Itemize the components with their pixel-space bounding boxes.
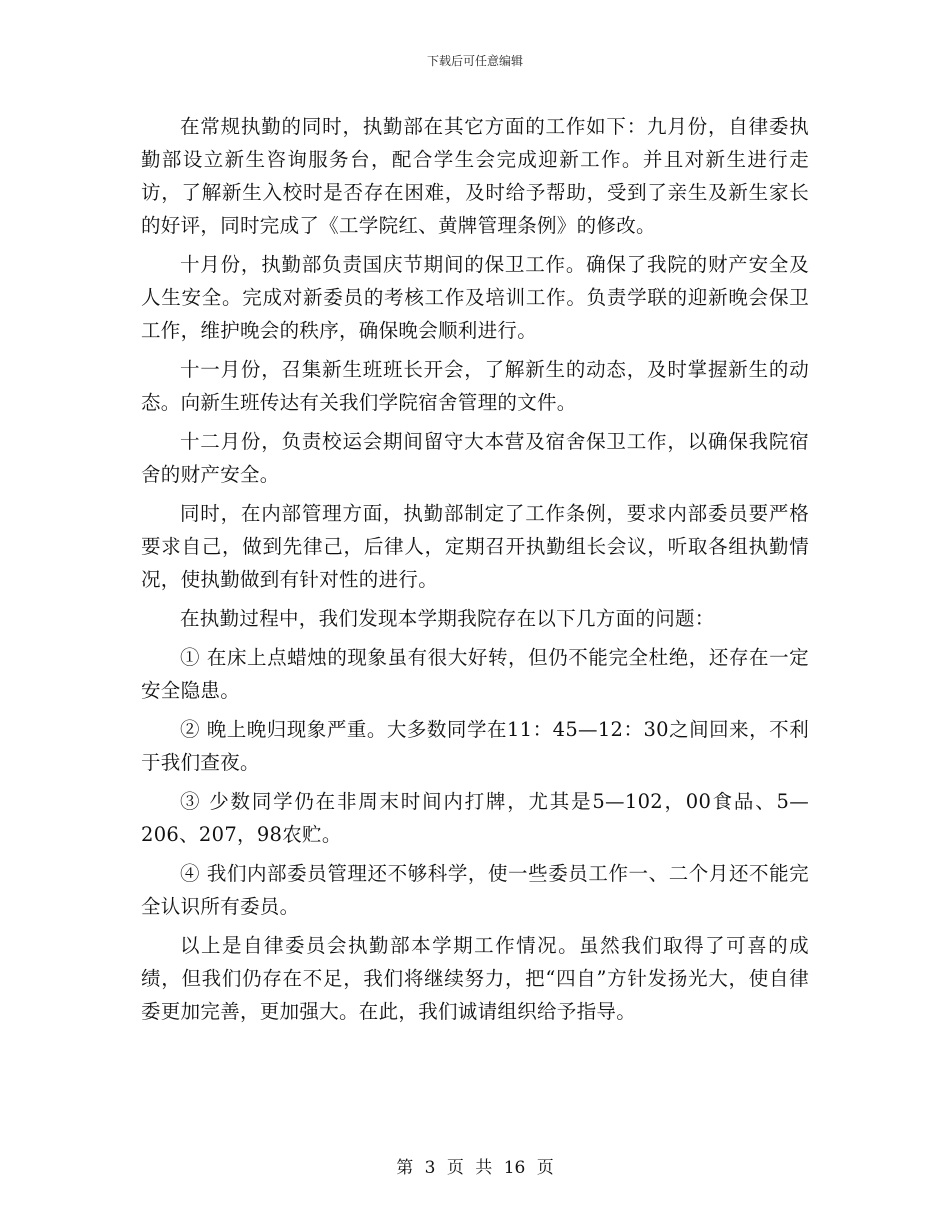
paragraph-conclusion: 以上是自律委员会执勤部本学期工作情况。虽然我们取得了可喜的成绩，但我们仍存在不足，我们将继续努力，把“四自”方针发扬光大，使自律委更加完善，更加强大。在此，我们诚请组织给予指导。	[141, 934, 809, 1023]
paragraph-october: 十月份，执勤部负责国庆节期间的保卫工作。确保了我院的财产安全及人生安全。完成对新委员的考核工作及培训工作。负责学联的迎新晚会保卫工作，维护晚会的秩序，确保晚会顺利进行。	[141, 253, 809, 342]
document-body	[141, 110, 809, 1034]
paragraph-internal-management: 同时，在内部管理方面，执勤部制定了工作条例，要求内部委员要严格要求自己，做到先律己，后律人，定期召开执勤组长会议，听取各组执勤情况，使执勤做到有针对性的进行。	[141, 502, 809, 591]
problem-item-4: ④ 我们内部委员管理还不够科学，使一些委员工作一、二个月还不能完全认识所有委员。	[141, 862, 809, 918]
problem-item-2: ② 晚上晚归现象严重。大多数同学在11：45—12：30之间回来，不利于我们查夜。	[141, 718, 809, 774]
paragraph-november: 十一月份，召集新生班班长开会，了解新生的动态，及时掌握新生的动态。向新生班传达有关我们学院宿舍管理的文件。	[141, 358, 809, 414]
paragraph-september: 在常规执勤的同时，执勤部在其它方面的工作如下：九月份，自律委执勤部设立新生咨询服务台，配合学生会完成迎新工作。并且对新生进行走访，了解新生入校时是否存在困难，及时给予帮助，受到了亲生及新生家长的好评，同时完成了《工学院红、黄牌管理条例》的修改。	[141, 115, 809, 237]
problem-item-1: ① 在床上点蜡烛的现象虽有很大好转，但仍不能完全杜绝，还存在一定安全隐患。	[141, 646, 809, 702]
paragraph-problems-intro: 在执勤过程中，我们发现本学期我院存在以下几方面的问题：	[180, 607, 715, 630]
page-number-footer: 第 3 页 共 16 页	[396, 1158, 554, 1178]
paragraph-december: 十二月份，负责校运会期间留守大本营及宿舍保卫工作，以确保我院宿舍的财产安全。	[141, 430, 809, 486]
page-header: 下载后可任意编辑	[426, 54, 523, 68]
problem-item-3: ③ 少数同学仍在非周末时间内打牌，尤其是5—102，00食品、5—206、207，98农贮。	[141, 790, 809, 846]
